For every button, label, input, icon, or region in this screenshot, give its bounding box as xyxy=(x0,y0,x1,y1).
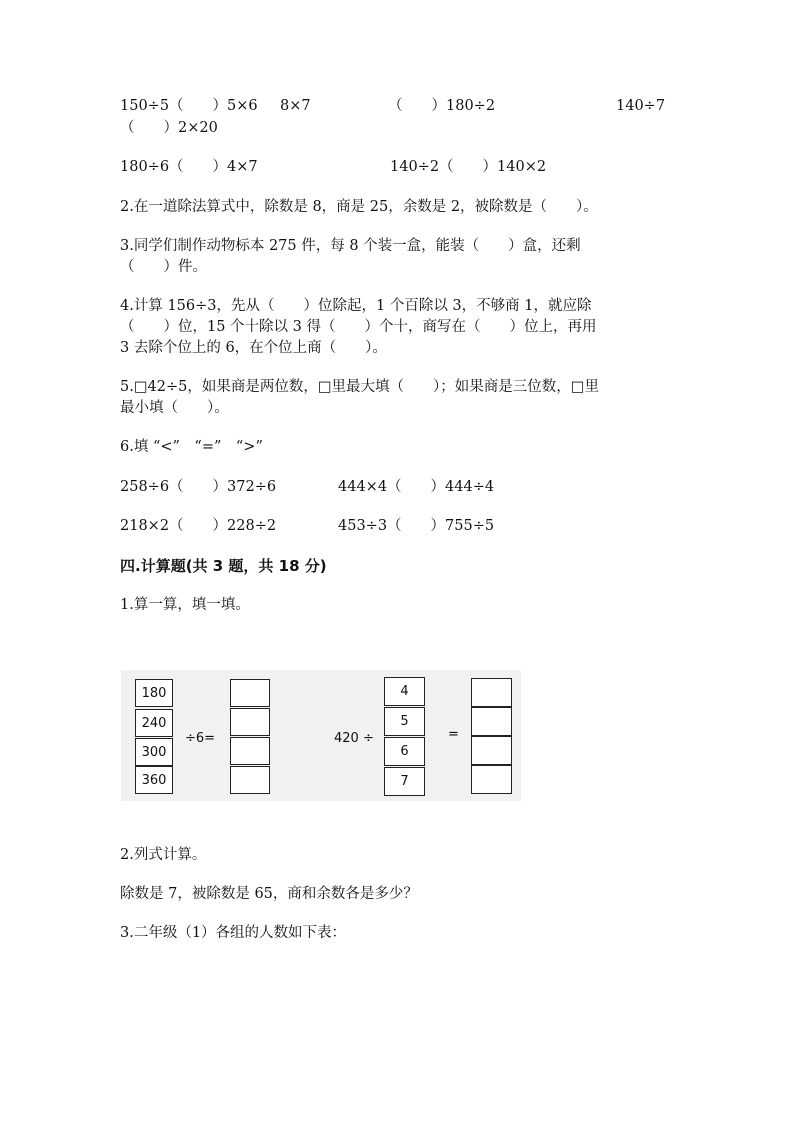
answer-box[interactable] xyxy=(230,737,270,765)
question-4-line3: 3 去除个位上的 6，在个位上商（ ）。 xyxy=(120,340,387,356)
compare-row1-d: 140÷7 xyxy=(616,98,666,114)
equals-sign: = xyxy=(448,727,459,742)
question-4-line2: （ ）位，15 个十除以 3 得（ ）个十，商写在（ ）位上，再用 xyxy=(120,319,597,335)
section-4-heading: 四.计算题(共 3 题，共 18 分) xyxy=(120,557,327,575)
compare-row1-b: 8×7 xyxy=(280,98,311,114)
answer-box[interactable] xyxy=(471,707,512,736)
question-5-line2: 最小填（ ）。 xyxy=(120,400,229,416)
left-number-cell: 180 xyxy=(135,679,173,707)
divisor-cell: 7 xyxy=(384,767,425,796)
compare-row2-a: （ ）2×20 xyxy=(120,120,218,136)
compare-row1-a: 150÷5（ ）5×6 xyxy=(120,98,258,114)
left-number-cell: 360 xyxy=(135,766,173,794)
answer-box[interactable] xyxy=(471,736,512,765)
q6-row2-b: 453÷3（ ）755÷5 xyxy=(338,518,495,534)
answer-box[interactable] xyxy=(471,765,512,794)
divisor-cell: 5 xyxy=(384,707,425,736)
left-operator: ÷6= xyxy=(185,731,216,746)
section-4-question-2: 2.列式计算。 xyxy=(120,847,207,863)
question-6-title: 6.填 “<” “=” “>” xyxy=(120,439,263,455)
dividend-label: 420 ÷ xyxy=(334,731,374,746)
division-figure xyxy=(121,670,521,801)
section-4-question-2-text: 除数是 7，被除数是 65，商和余数各是多少？ xyxy=(120,886,418,902)
question-5-line1: 5.□42÷5，如果商是两位数，□里最大填（ ）；如果商是三位数，□里 xyxy=(120,379,600,395)
answer-box[interactable] xyxy=(471,678,512,707)
q6-row1-a: 258÷6（ ）372÷6 xyxy=(120,479,277,495)
compare-row1-c: （ ）180÷2 xyxy=(388,98,496,114)
question-3-line2: （ ）件。 xyxy=(120,259,207,275)
q6-row1-b: 444×4（ ）444÷4 xyxy=(338,479,495,495)
question-2: 2.在一道除法算式中，除数是 8，商是 25，余数是 2，被除数是（ ）。 xyxy=(120,199,598,215)
left-number-cell: 300 xyxy=(135,738,173,766)
divisor-cell: 6 xyxy=(384,737,425,766)
section-4-question-3: 3.二年级（1）各组的人数如下表： xyxy=(120,925,347,941)
answer-box[interactable] xyxy=(230,766,270,794)
compare-row3-a: 180÷6（ ）4×7 xyxy=(120,159,258,175)
question-4-line1: 4.计算 156÷3，先从（ ）位除起，1 个百除以 3，不够商 1，就应除 xyxy=(120,298,592,314)
answer-box[interactable] xyxy=(230,679,270,707)
left-number-cell: 240 xyxy=(135,709,173,737)
divisor-cell: 4 xyxy=(384,677,425,706)
section-4-question-1: 1.算一算，填一填。 xyxy=(120,597,250,613)
question-3-line1: 3.同学们制作动物标本 275 件，每 8 个装一盒，能装（ ）盒，还剩 xyxy=(120,238,581,254)
answer-box[interactable] xyxy=(230,708,270,736)
compare-row3-b: 140÷2（ ）140×2 xyxy=(390,159,547,175)
q6-row2-a: 218×2（ ）228÷2 xyxy=(120,518,277,534)
